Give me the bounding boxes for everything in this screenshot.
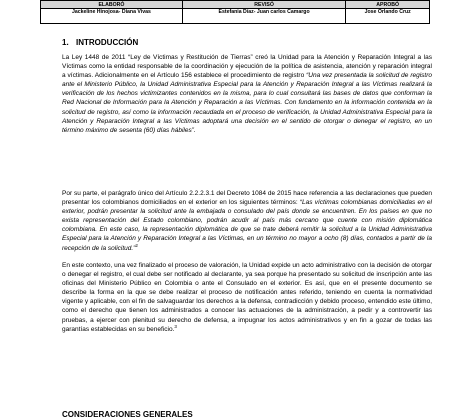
approval-approved-by: Jose Orlando Cruz [346, 9, 430, 24]
paragraph-text: Por su parte, el parágrafo único del Artículo 2.2.2.3.1 del Decreto 1084 de 2015 hace referencia a las declaraciones que pueden presentar los colombianos domiciliados en el exterior en los siguientes términos: [62, 190, 432, 207]
section-heading-general-considerations [62, 410, 193, 419]
paragraph-decree-1084 [62, 189, 432, 253]
approval-header-reviewed: REVISÓ [182, 1, 345, 9]
footnote-marker: 2 [135, 242, 138, 248]
approval-table [40, 0, 430, 24]
section-title: INTRODUCCIÓN [76, 38, 139, 47]
approval-value-row [41, 9, 430, 24]
paragraph-notification-context [62, 261, 432, 334]
approval-header-row [41, 1, 430, 9]
approval-header-approved: APROBÓ [346, 1, 430, 9]
paragraph-text: La Ley 1448 de 2011 “Ley de Víctimas y Restitución de Tierras” creó la Unidad para la Atención y Reparación Integral a las Víctimas como la entidad responsable de la coordinación y ejecución de la política de asistencia, atención y reparación integral a víctimas. Adicionalmente en el Artículo 156 establece el procedimiento de registro [62, 54, 432, 80]
section-heading-introduction [62, 38, 138, 47]
paragraph-law-1448 [62, 53, 432, 135]
footnote-marker: 3 [174, 323, 177, 329]
article-156-quote: “Una vez presentada la solicitud de registro ante el Ministerio Público, la Unidad Administrativa Especial para la Atención y Reparación Integral a las Víctimas realizará la verificación de los hechos victimizantes contenidos en la misma, para lo cual consultará las bases de datos que conforman la Red Nacional de Información para la Atención y Reparación a las Víctimas. Con fundamento en la información contenida en la solicitud de registro, así como la información recaudada en el proceso de verificación, la Unidad Administrativa Especial para la Atención y Reparación Integral a las Víctimas adoptará una decisión en el sentido de otorgar o denegar el registro, en un término máximo de sesenta (60) días hábiles”. [62, 72, 432, 134]
paragraph-text: En este contexto, una vez finalizado el proceso de valoración, la Unidad expide un acto administrativo con la decisión de otorgar o denegar el registro, el cual debe ser notificado al declarante, ya sea porque ha presentado su solicitud de inscripción ante las oficinas del Ministerio Público en Colombia o ante el Consulado en el exterior. Es así, que en el presente documento se describe la forma en la que se debe realizar el proceso de notificación antes referido, teniendo en cuenta la normatividad vigente y aplicable, con el fin de salvaguardar los derechos a la defensa, contradicción y debido proceso, entendido este último, como el derecho que tienen los administrados a conocer las actuaciones de la administración, a pedir y a controvertir las pruebas, a ejercer con plenitud su derecho de defensa, a impugnar los actos administrativos y en fin a gozar de todas las garantías establecidas en su beneficio. [62, 262, 432, 333]
approval-reviewed-by: Estefania Díaz- Juan carlos Camargo [182, 9, 345, 24]
section-number: 1. [62, 38, 69, 47]
approval-prepared-by: Jackeline Hinojosa- Diana Vivas [41, 9, 183, 24]
approval-header-prepared: ELABORÓ [41, 1, 183, 9]
decree-quote: “Las víctimas colombianas domiciliadas en el exterior, podrán presentar la solicitud ante la embajada o consulado del país donde se encuentren. En los países en que no exista representación del Estado colombiano, podrán acudir al país más cercano que cuente con misión diplomática colombiana. En este caso, la representación diplomática de que se trate deberá remitir la solicitud a la Unidad Administrativa Especial para la Atención y Reparación Integral a las Víctimas, en un término no mayor a ocho (8) días, contados a partir de la recepción de la solicitud.” [62, 199, 432, 252]
section-title: CONSIDERACIONES GENERALES [62, 410, 193, 419]
